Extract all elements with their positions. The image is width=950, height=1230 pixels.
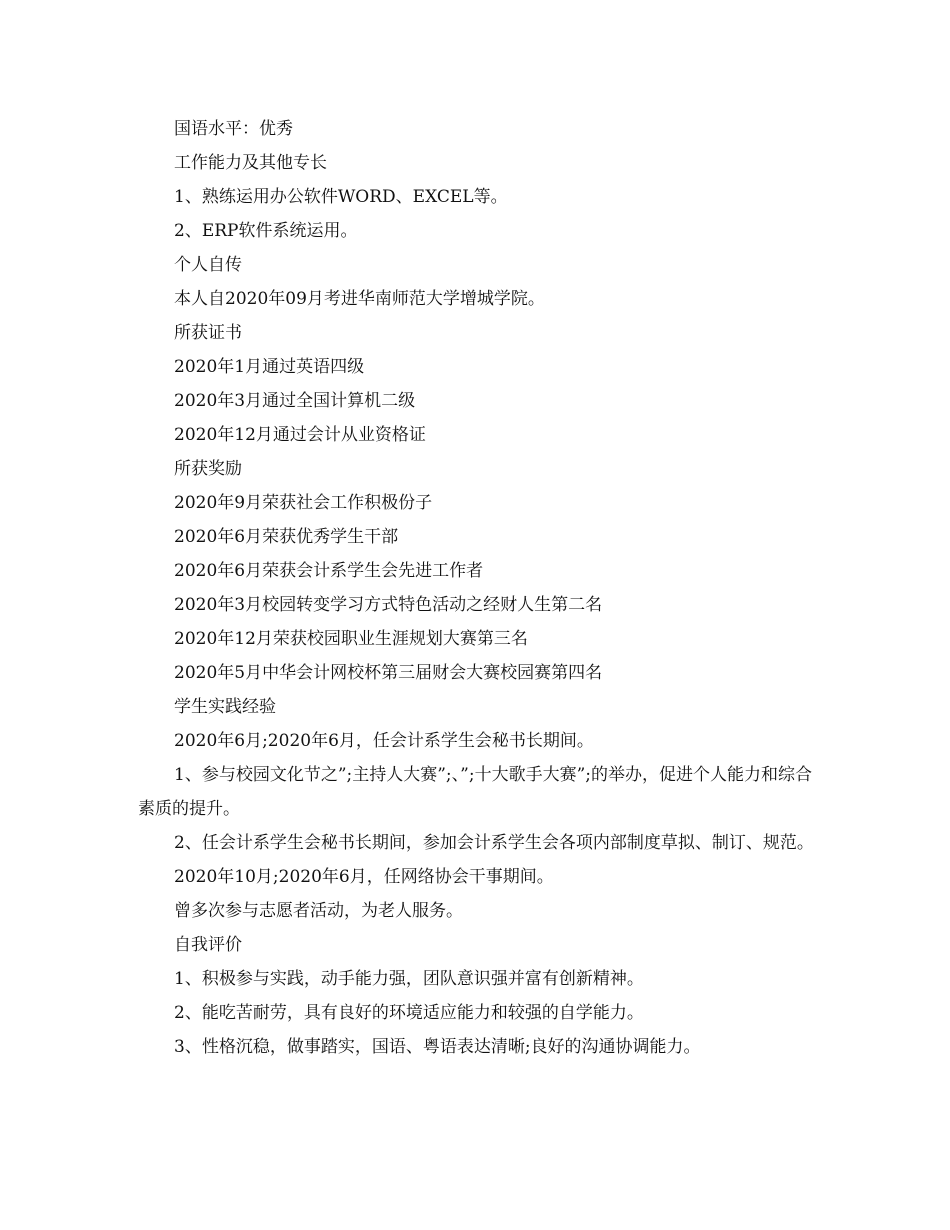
document-body (138, 112, 828, 1064)
text-line: 2020年6月;2020年6月，任会计系学生会秘书长期间。 (174, 731, 594, 751)
text-line: 2、ERP软件系统运用。 (174, 221, 358, 241)
section-heading: 学生实践经验 (174, 697, 276, 717)
section-heading: 所获证书 (174, 323, 242, 343)
text-line: 2020年6月荣获优秀学生干部 (174, 527, 399, 547)
text-line: 曾多次参与志愿者活动，为老人服务。 (174, 901, 463, 921)
text-line: 2020年6月荣获会计系学生会先进工作者 (174, 561, 484, 581)
section-heading: 自我评价 (174, 935, 242, 955)
section-heading: 个人自传 (174, 255, 242, 275)
text-paragraph: 2、任会计系学生会秘书长期间，参加会计系学生会各项内部制度草拟、制订、规范。 (174, 833, 814, 853)
text-line: 2020年5月中华会计网校杯第三届财会大赛校园赛第四名 (174, 663, 603, 683)
text-line: 1、熟练运用办公软件WORD、EXCEL等。 (174, 187, 508, 207)
text-line: 2020年12月通过会计从业资格证 (174, 425, 426, 445)
text-line: 2020年10月;2020年6月，任网络协会干事期间。 (174, 867, 554, 887)
text-line: 2020年3月通过全国计算机二级 (174, 391, 416, 411)
text-paragraph: 1、参与校园文化节之”;主持人大赛”;、”;十大歌手大赛”;的举办，促进个人能力和综合素质的提升。 (138, 765, 812, 819)
text-line: 2020年3月校园转变学习方式特色活动之经财人生第二名 (174, 595, 603, 615)
text-line: 本人自2020年09月考进华南师范大学增城学院。 (174, 289, 545, 309)
text-line: 2020年1月通过英语四级 (174, 357, 365, 377)
text-line: 2020年12月荣获校园职业生涯规划大赛第三名 (174, 629, 528, 649)
text-line: 2、能吃苦耐劳，具有良好的环境适应能力和较强的自学能力。 (174, 1003, 644, 1023)
text-line: 1、积极参与实践，动手能力强，团队意识强并富有创新精神。 (174, 969, 644, 989)
section-heading: 工作能力及其他专长 (174, 153, 327, 173)
section-heading: 所获奖励 (174, 459, 242, 479)
text-line: 2020年9月荣获社会工作积极份子 (174, 493, 433, 513)
text-line: 国语水平：优秀 (174, 119, 293, 139)
text-line: 3、性格沉稳，做事踏实，国语、粤语表达清晰;良好的沟通协调能力。 (174, 1037, 701, 1057)
